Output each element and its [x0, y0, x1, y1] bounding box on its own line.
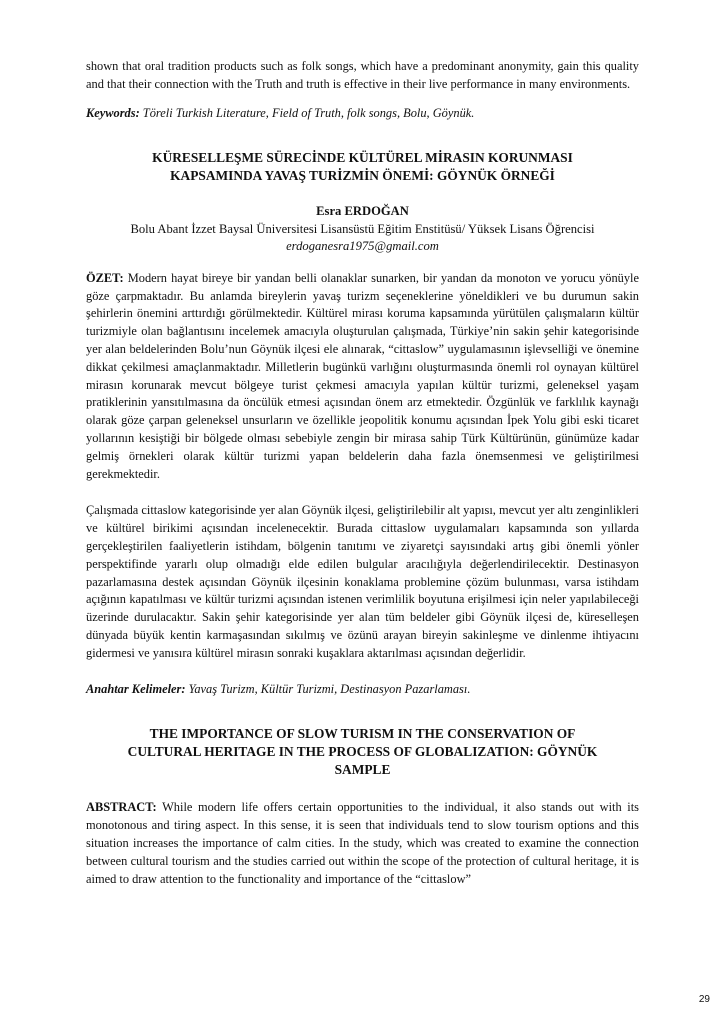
author-affiliation: Bolu Abant İzzet Baysal Üniversitesi Lisansüstü Eğitim Enstitüsü/ Yüksek Lisans Öğrencisi: [130, 221, 595, 236]
ozet-second-paragraph: Çalışmada cittaslow kategorisinde yer alan Göynük ilçesi, geliştirilebilir alt yapısı, mevcut yer altı zenginlikleri ve kültürel birikimi açısından incelenecektir. Burada cittaslow uygulamaları kapsamında son yıllarda gerçekleştirilen faaliyetlerin istihdam, bölgenin tanıtımı ve ziyaretçi sayısındaki artış gibi önemli yönler perspektifinde yararlı olup olmadığı elde edilen bulgular aracılığıyla değerlendirilecektir. Destinasyon pazarlamasına destek açısından Göynük ilçesinin konaklama problemine çözüm bulunması, varsa istihdam açığının kapatılması ve kültür turizmi açısından istenen verimlilik boyutuna erişilmesi için neler yapılabileceği üzerinde durulacaktır. Sakin şehir kategorisinde yer alan tüm beldeler gibi Göynük ilçesi de, küreselleşen dünyada büyük kentin karmaşasından sıkılmış ve özünü arayan bireyin sakinleşme ve dinlenme ihtiyacını gidermesi ve yanısıra kültürel mirasın sonraki kuşaklara aktarılması açısından değerlidir.: [86, 503, 639, 660]
abstract-text: While modern life offers certain opportunities to the individual, it also stands out with its monotonous and tiring aspect. In this sense, it is seen that individuals tend to slow tourism options and this situation increases the importance of calm cities. In the study, which was created to examine the connection between cultural tourism and the studies carried out within the scope of the protection of cultural heritage, it is aimed to draw attention to the functionality and importance of the “cittaslow”: [86, 800, 639, 886]
author-email: erdoganesra1975@gmail.com: [286, 239, 439, 254]
turkish-title-line-2: KAPSAMINDA YAVAŞ TURİZMİN ÖNEMİ: GÖYNÜK ÖRNEĞİ: [170, 168, 555, 184]
ozet-label: ÖZET:: [86, 270, 124, 285]
turkish-keywords: [86, 681, 639, 699]
page-content: [86, 58, 639, 888]
anahtar-label: Anahtar Kelimeler:: [86, 681, 186, 696]
author-block: [86, 203, 639, 256]
anahtar-text: Yavaş Turizm, Kültür Turizmi, Destinasyon Pazarlaması.: [185, 681, 471, 696]
english-title: [86, 725, 639, 779]
turkish-title-line-1: KÜRESELLEŞME SÜRECİNDE KÜLTÜREL MİRASIN KORUNMASI: [152, 150, 573, 166]
english-title-line-1: THE IMPORTANCE OF SLOW TURISM IN THE CONSERVATION OF: [149, 726, 576, 742]
author-name: Esra ERDOĞAN: [316, 204, 409, 219]
intro-paragraph-tail: shown that oral tradition products such as folk songs, which have a predominant anonymity, gain this quality and that their connection with the Truth and truth is effective in their live performance in many environments.: [86, 59, 639, 91]
keywords-label: Keywords:: [86, 105, 140, 120]
page-number: 29: [698, 994, 710, 1005]
ozet-text: Modern hayat bireye bir yandan belli olanaklar sunarken, bir yandan da monoton ve yorucu yönüyle göze çarpmaktadır. Bu anlamda bireylerin yavaş turizm seçeneklerine yöneldikleri ve bu durumun sakin şehirlerin önemini arttırdığı görülmektedir. Kültürel mirası koruma kapsamında yürütülen çalışmaların kültür turizmiyle olan bağlantısını incelemek amacıyla oluşturulan çalışmada, Türkiye’nin sakin şehir kategorisinde yer alan beldelerinden Bolu’nun Göynük ilçesi ele alınarak, “cittaslow” uygulamasının işlevselliği ve önemine dikkat çekilmesi amaçlanmaktadır. Milletlerin bugünkü varlığını oluşturmasında önemli rol oynayan kültürel mirasın korunarak mevcut bölgeye turist çekmesi amacıyla yapılan kültür turizmi, geleneksel yaşam pratiklerinin yansıtılmasına da öncülük etmesi açısından önem arz etmektedir. Özgünlük ve farklılık kaynağı olarak göze çarpan geleneksel unsurların ve özellikle jeopolitik konumu açısından İpek Yolu gibi eski ticaret yollarının kesiştiği bir bölgede olması sebebiyle zengin bir mirasa sahip Türk Kültürünün, günümüze kadar gelmiş örnekleri olarak kültür turizmi yapan beldelerin daha fazla önemsenmesi ve geliştirilmesi gerekmektedir.: [86, 270, 639, 481]
english-title-line-3: SAMPLE: [334, 762, 391, 778]
english-title-line-2: CULTURAL HERITAGE IN THE PROCESS OF GLOBALIZATION: GÖYNÜK: [127, 744, 598, 760]
english-keywords: [86, 105, 639, 123]
keywords-text: Töreli Turkish Literature, Field of Truth, folk songs, Bolu, Göynük.: [139, 105, 475, 120]
ozet-paragraph: [86, 270, 639, 484]
abstract-paragraph: [86, 799, 639, 888]
turkish-title: [86, 149, 639, 185]
abstract-label: ABSTRACT:: [86, 800, 157, 815]
